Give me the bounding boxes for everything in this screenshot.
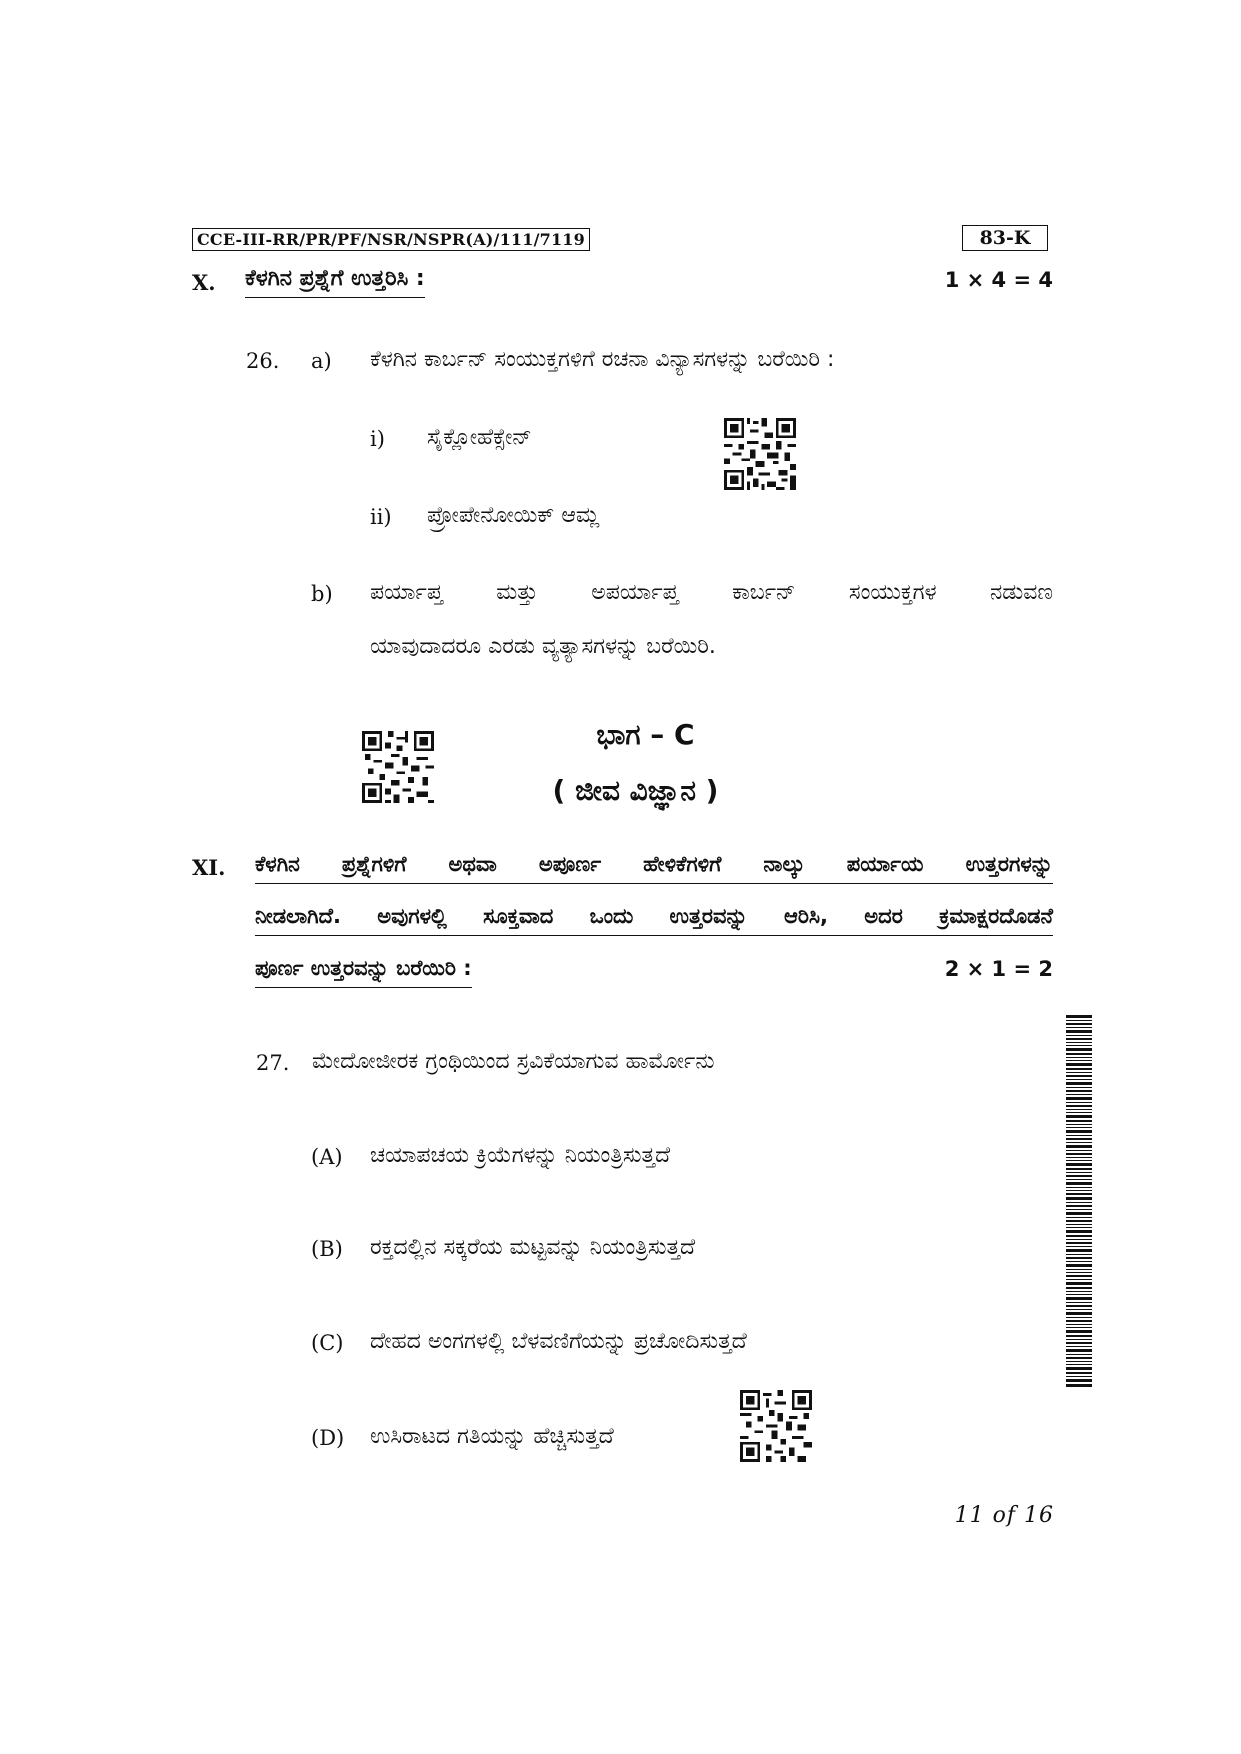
- q27-option-a-label: (A): [311, 1145, 343, 1169]
- section-x-instruction: ಕೆಳಗಿನ ಪ್ರಶ್ನೆಗೆ ಉತ್ತರಿಸಿ :: [245, 266, 425, 298]
- section-xi-marks: 2 × 1 = 2: [944, 957, 1053, 981]
- q26-part-a-text: ಕೆಳಗಿನ ಕಾರ್ಬನ್ ಸಂಯುಕ್ತಗಳಿಗೆ ರಚನಾ ವಿನ್ಯಾಸಗಳನ್ನು ಬರೆಯಿರಿ :: [370, 347, 835, 372]
- q26-part-b-line1: ಪರ್ಯಾಪ್ತ ಮತ್ತು ಅಪರ್ಯಾಪ್ತ ಕಾರ್ಬನ್ ಸಂಯುಕ್ತಗಳ ನಡುವಣ: [370, 580, 1053, 605]
- q26-part-b-line2: ಯಾವುದಾದರೂ ಎರಡು ವ್ಯತ್ಯಾಸಗಳನ್ನು ಬರೆಯಿರಿ.: [370, 634, 716, 659]
- page-number: 11 of 16: [954, 1503, 1054, 1528]
- q26-number: 26.: [246, 349, 280, 373]
- section-xi-number: XI.: [192, 855, 226, 880]
- q26-item-ii-text: ಪ್ರೋಪೇನೋಯಿಕ್ ಆಮ್ಲ: [427, 503, 600, 528]
- q27-option-d-text: ಉಸಿರಾಟದ ಗತಿಯನ್ನು ಹೆಚ್ಚಿಸುತ್ತದೆ: [370, 1424, 614, 1449]
- q26-part-a-label: a): [311, 349, 332, 373]
- q27-text: ಮೇದೋಜೀರಕ ಗ್ರಂಥಿಯಿಂದ ಸ್ರವಿಕೆಯಾಗುವ ಹಾರ್ಮೋನು: [312, 1049, 715, 1074]
- q27-option-c-text: ದೇಹದ ಅಂಗಗಳಲ್ಲಿ ಬೆಳವಣಿಗೆಯನ್ನು ಪ್ರಚೋದಿಸುತ್ತದೆ: [370, 1329, 747, 1354]
- q26-item-i-label: i): [370, 427, 385, 451]
- paper-id: 83-K: [962, 225, 1048, 251]
- q27-option-b-text: ರಕ್ತದಲ್ಲಿನ ಸಕ್ಕರೆಯ ಮಟ್ಟವನ್ನು ನಿಯಂತ್ರಿಸುತ್ತದೆ: [370, 1235, 696, 1260]
- q27-option-c-label: (C): [311, 1331, 344, 1355]
- section-x-marks: 1 × 4 = 4: [944, 268, 1053, 292]
- q27-option-d-label: (D): [311, 1426, 345, 1450]
- section-x-number: X.: [192, 270, 216, 295]
- section-xi-line1: ಕೆಳಗಿನ ಪ್ರಶ್ನೆಗಳಿಗೆ ಅಥವಾ ಅಪೂರ್ಣ ಹೇಳಿಕೆಗಳಿಗೆ ನಾಲ್ಕು ಪರ್ಯಾಯ ಉತ್ತರಗಳನ್ನು: [255, 852, 1053, 884]
- barcode-icon: [1066, 1015, 1092, 1387]
- part-c-subtitle: ( ಜೀವ ವಿಜ್ಞಾನ ): [552, 774, 719, 807]
- q26-item-ii-label: ii): [370, 505, 392, 529]
- q27-option-b-label: (B): [311, 1237, 343, 1261]
- q27-number: 27.: [256, 1051, 290, 1075]
- q27-option-a-text: ಚಯಾಪಚಯ ಕ್ರಿಯೆಗಳನ್ನು ನಿಯಂತ್ರಿಸುತ್ತದೆ: [370, 1143, 671, 1168]
- qr-code-icon: [724, 418, 796, 490]
- part-c-title: ಭಾಗ – C: [596, 718, 695, 751]
- section-xi-line2: ನೀಡಲಾಗಿದೆ. ಅವುಗಳಲ್ಲಿ ಸೂಕ್ತವಾದ ಒಂದು ಉತ್ತರವನ್ನು ಆರಿಸಿ, ಅದರ ಕ್ರಮಾಕ್ಷರದೊಡನೆ: [255, 904, 1053, 936]
- qr-code-icon: [740, 1390, 812, 1462]
- q26-part-b-label: b): [311, 582, 333, 606]
- section-xi-line3: ಪೂರ್ಣ ಉತ್ತರವನ್ನು ಬರೆಯಿರಿ :: [255, 956, 472, 988]
- q26-item-i-text: ಸೈಕ್ಲೋಹೆಕ್ಸೇನ್: [427, 425, 532, 450]
- paper-code: CCE-III-RR/PR/PF/NSR/NSPR(A)/111/7119: [192, 228, 590, 251]
